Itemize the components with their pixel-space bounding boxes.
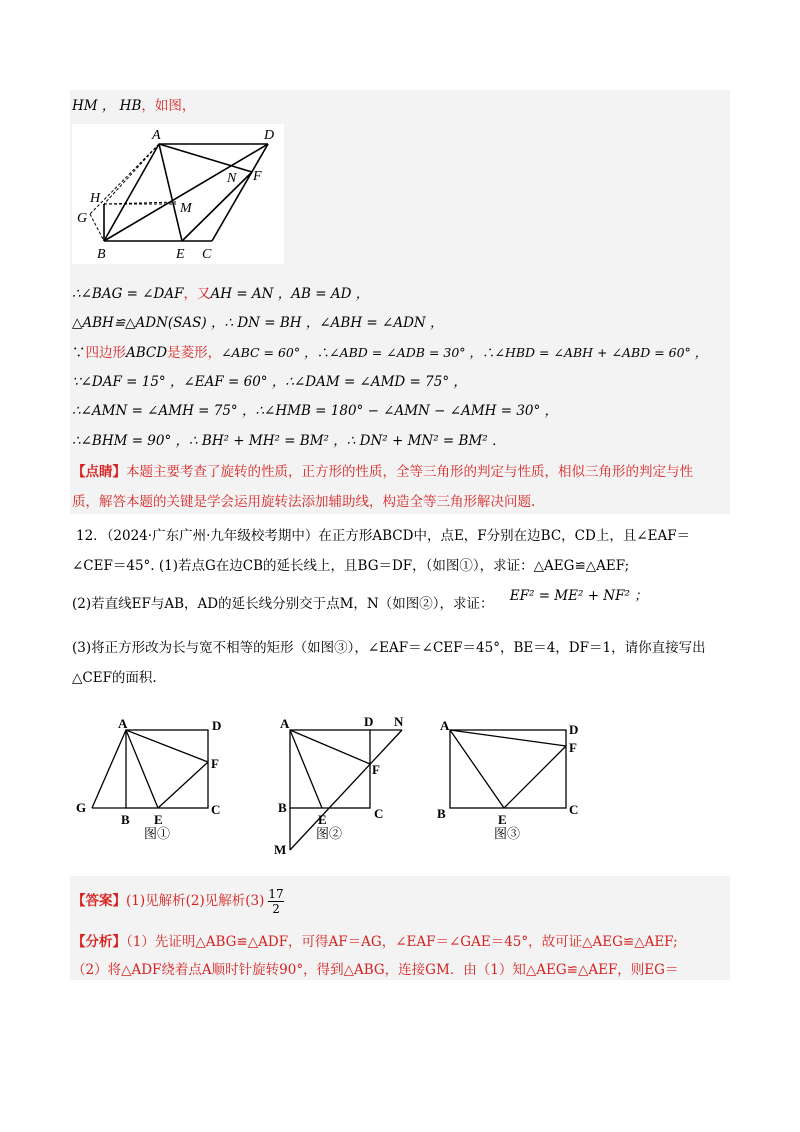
rhombus-diagram	[72, 124, 284, 264]
question-line-5: △CEF的面积.	[72, 670, 157, 686]
question-line-1: 12．（2024·广东广州·九年级校考期中）在正方形ABCD中，点E，F分别在边BC，CD上，且∠EAF＝	[76, 528, 691, 544]
figure-3-diagram	[432, 716, 592, 856]
figure-2	[270, 712, 420, 860]
fig2-label-b: B	[278, 800, 287, 815]
proof-line-4: ∵∠DAF = 15° ，∠EAF = 60° ，∴∠DAM = ∠AMD = 75° ，	[72, 374, 467, 390]
fig2-label-a: A	[280, 716, 290, 731]
figure-3	[432, 716, 592, 856]
proof-line-3: ∵四边形ABCD是菱形，∠ABC = 60° ，∴∠ABD = ∠ADB = 30° ，∴∠HBD = ∠ABH + ∠ABD = 60° ，	[72, 345, 708, 361]
fig1-label-a: A	[118, 716, 128, 731]
fig2-label-e: E	[318, 812, 327, 827]
figure-2-diagram	[270, 712, 420, 860]
analysis-line-2: （2）将△ADF绕着点A顺时针旋转90°，得到△ABG，连接GM．由（1）知△AEG≌△AEF，则EG＝	[72, 962, 679, 978]
answer-line: 【答案】(1)见解析(2)见解析(3) $\frac{17}{2}$	[72, 887, 284, 916]
fig2-caption: 图②	[316, 826, 343, 841]
answer-fraction: $\frac{17}{2}$	[268, 887, 284, 916]
fig1-label-e: E	[154, 812, 163, 827]
fig1-label-b: B	[121, 812, 130, 827]
fig2-label-f: F	[372, 762, 380, 777]
rhombus-label-g: G	[77, 211, 88, 226]
fig1-label-f: F	[211, 756, 219, 771]
proof-line-6: ∴∠BHM = 90° ，∴ BH² + MH² = BM² ，∴ DN² + MN² = BM² ．	[72, 433, 506, 449]
fig3-label-e: E	[498, 812, 507, 827]
question-line-3: (2)若直线EF与AB，AD的延长线分别交于点M，N（如图②），求证： EF² = ME² + NF² ；	[72, 588, 648, 612]
proof-line-5: ∴∠AMN = ∠AMH = 75° ，∴∠HMB = 180° − ∠AMN − ∠AMH = 30° ，	[72, 403, 559, 419]
proof-line-2: △ABH≌△ADN(SAS) ，∴ DN = BH ，∠ABH = ∠ADN ，	[72, 315, 444, 331]
fig3-label-d: D	[569, 722, 579, 737]
rhombus-label-h: H	[90, 191, 101, 206]
fig2-label-c: C	[374, 806, 384, 821]
fig1-caption: 图①	[144, 826, 171, 841]
fig2-label-m: M	[274, 842, 287, 857]
rhombus-label-n: N	[227, 171, 237, 186]
fig3-label-f: F	[569, 740, 577, 755]
fig2-label-n: N	[394, 714, 404, 729]
figure-1-diagram	[70, 716, 240, 856]
rhombus-label-d: D	[264, 128, 275, 143]
proof-line-1: ∴∠BAG = ∠DAF，又AH = AN ，AB = AD ，	[72, 286, 370, 302]
fig1-label-g: G	[76, 800, 87, 815]
fig3-label-c: C	[569, 802, 579, 817]
question-line-2: ∠CEF＝45°. (1)若点G在边CB的延长线上，且BG＝DF，（如图①），求证：△AEG≌△AEF;	[72, 558, 630, 574]
figure-1	[70, 716, 240, 856]
fig1-label-d: D	[212, 718, 222, 733]
rhombus-label-c: C	[202, 247, 212, 262]
rhombus-label-e: E	[176, 247, 185, 262]
rhombus-label-a: A	[152, 128, 161, 143]
rhombus-label-b: B	[97, 247, 106, 262]
rhombus-label-f: F	[253, 169, 262, 184]
question-line-4: (3)将正方形改为长与宽不相等的矩形（如图③），∠EAF＝∠CEF＝45°，BE＝4，DF＝1，请你直接写出	[72, 640, 706, 656]
fig1-label-c: C	[211, 802, 221, 817]
fig2-label-d: D	[364, 714, 374, 729]
rhombus-figure	[72, 124, 284, 264]
solution-line-1: HM ， HB，如图，	[72, 98, 196, 114]
dianjing-line-1: 【点睛】本题主要考查了旋转的性质，正方形的性质，全等三角形的判定与性质，相似三角形的判定与性	[72, 464, 693, 480]
fig3-label-a: A	[440, 718, 450, 733]
dianjing-line-2: 质，解答本题的关键是学会运用旋转法添加辅助线，构造全等三角形解决问题.	[72, 494, 536, 510]
fig3-caption: 图③	[494, 826, 521, 841]
analysis-line-1: 【分析】（1）先证明△ABG≌△ADF，可得AF＝AG，∠EAF＝∠GAE＝45°，故可证△AEG≌△AEF;	[72, 934, 678, 950]
rhombus-label-m: M	[180, 201, 192, 216]
fig3-label-b: B	[437, 806, 446, 821]
